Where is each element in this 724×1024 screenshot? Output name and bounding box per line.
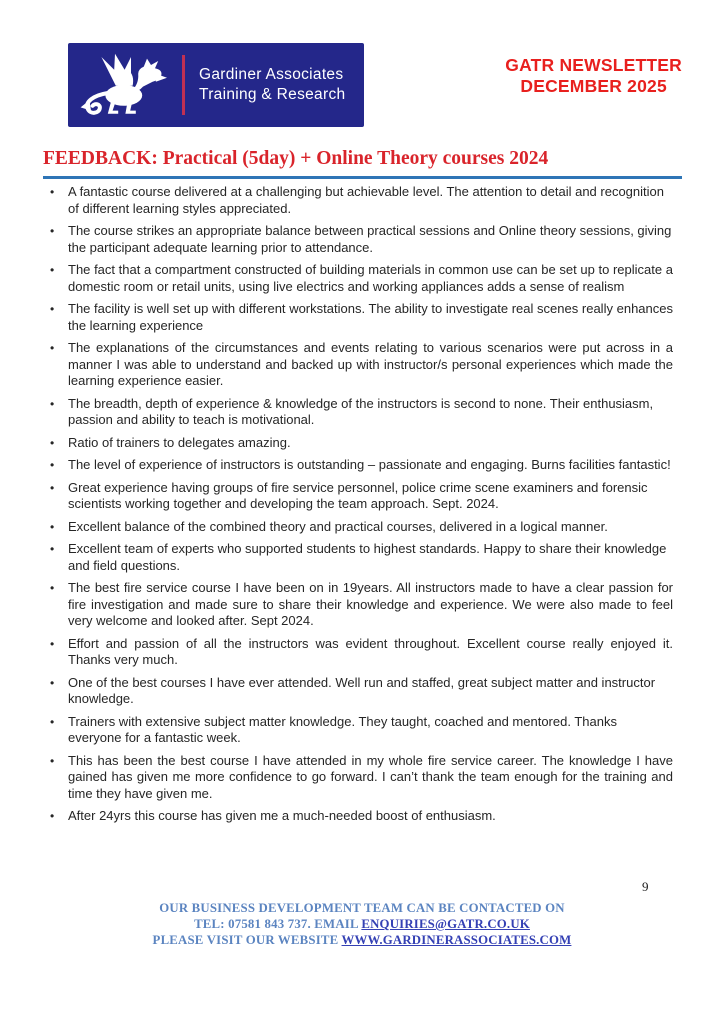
feedback-item [43,808,673,825]
section-title: FEEDBACK: Practical (5day) + Online Theory courses 2024 [43,148,549,169]
feedback-item [43,340,673,390]
feedback-list [43,184,673,831]
bullet-icon: • [50,396,55,411]
feedback-item [43,519,673,536]
feedback-item [43,223,673,256]
feedback-item [43,396,673,429]
feedback-text: The best fire service course I have been on in 19years. All instructors made to have a clear passion for fire investigation and made sure to share their knowledge and experience. We were also made to feel very welcome and looked after. Sept 2024. [68,580,673,628]
gatr-logo [68,43,364,127]
page-number: 9 [642,879,649,894]
logo-text [199,65,345,105]
logo-org-name-line1: Gardiner Associates [199,66,344,83]
newsletter-title-line1: GATR NEWSLETTER [505,55,682,75]
feedback-text: The course strikes an appropriate balance between practical sessions and Online theory sessions, giving the participant adequate learning prior to attendance. [68,223,672,255]
feedback-text: Trainers with extensive subject matter knowledge. They taught, coached and mentored. Thanks everyone for a fantastic week. [68,713,617,745]
feedback-text: The explanations of the circumstances and events relating to various scenarios were put across in a manner I was able to understand and backed up with instructor/s personal experiences which made the learning experience easier. [68,340,673,388]
footer-website-line [0,932,724,948]
feedback-text: After 24yrs this course has given me a much-needed boost of enthusiasm. [68,808,496,823]
feedback-item [43,675,673,708]
bullet-icon: • [50,185,55,199]
bullet-icon: • [50,458,55,472]
feedback-item [43,262,673,295]
feedback-text: Effort and passion of all the instructors was evident throughout. Excellent course really enjoyed it. Thanks very much. [68,635,673,667]
bullet-icon: • [50,480,55,495]
feedback-item [43,636,673,669]
website-link[interactable]: WWW.GARDINERASSOCIATES.COM [341,933,572,947]
bullet-icon: • [50,753,55,768]
bullet-icon: • [50,519,55,534]
bullet-icon: • [50,302,55,316]
bullet-icon: • [50,675,55,690]
page-footer [0,900,724,948]
feedback-item [43,457,673,474]
dragon-icon [76,49,178,121]
feedback-text: The breadth, depth of experience & knowledge of the instructors is second to none. Their enthusiasm, passion and ability to teach is motivational. [68,395,654,427]
bullet-icon: • [50,435,55,450]
feedback-text: Excellent team of experts who supported students to highest standards. Happy to share their knowledge and field questions. [68,541,667,573]
footer-contact-line: OUR BUSINESS DEVELOPMENT TEAM CAN BE CONTACTED ON [159,901,565,915]
footer-tel-email-line [0,916,724,932]
feedback-text: A fantastic course delivered at a challenging but achievable level. The attention to detail and recognition of different learning styles appreciated. [68,184,664,216]
logo-divider [182,55,185,115]
logo-org-name-line2: Training & Research [199,86,346,103]
feedback-item [43,753,673,803]
feedback-item [43,435,673,452]
bullet-icon: • [50,636,55,651]
feedback-text: Excellent balance of the combined theory and practical courses, delivered in a logical manner. [68,518,608,534]
feedback-item [43,301,673,334]
bullet-icon: • [50,809,55,823]
email-link[interactable]: ENQUIRIES@GATR.CO.UK [361,917,530,931]
feedback-text: The fact that a compartment constructed of building materials in common use can be set up to replicate a domestic room or retail units, using live electrics and working appliances adds a sense of realism [68,262,673,294]
feedback-text: Great experience having groups of fire service personnel, police crime scene examiners and forensic scientists working together and developing the team approach. Sept. 2024. [68,479,648,511]
feedback-item [43,580,673,630]
bullet-icon: • [50,542,55,556]
bullet-icon: • [50,341,55,355]
feedback-item [43,714,673,747]
feedback-item [43,541,673,574]
footer-website-prefix: PLEASE VISIT OUR WEBSITE [152,933,342,947]
title-underline [43,176,682,179]
feedback-item [43,184,673,217]
bullet-icon: • [50,263,55,277]
footer-tel-email-prefix: TEL: 07581 843 737. EMAIL [194,917,362,931]
newsletter-title [505,55,682,97]
feedback-text: This has been the best course I have attended in my whole fire service career. The knowledge I have gained has given me more confidence to go forward. I can’t thank the team enough for the training and time they have given me. [68,752,673,801]
feedback-item [43,480,673,513]
newsletter-title-line2: DECEMBER 2025 [520,76,667,96]
feedback-text: Ratio of trainers to delegates amazing. [68,434,291,450]
feedback-text: The level of experience of instructors is outstanding – passionate and engaging. Burns facilities fantastic! [68,457,671,472]
bullet-icon: • [50,224,55,238]
feedback-text: The facility is well set up with different workstations. The ability to investigate real scenes really enhances the learning experience [68,301,673,333]
bullet-icon: • [50,581,55,595]
bullet-icon: • [50,714,55,729]
feedback-text: One of the best courses I have ever attended. Well run and staffed, great subject matter and instructor knowledge. [68,674,656,706]
